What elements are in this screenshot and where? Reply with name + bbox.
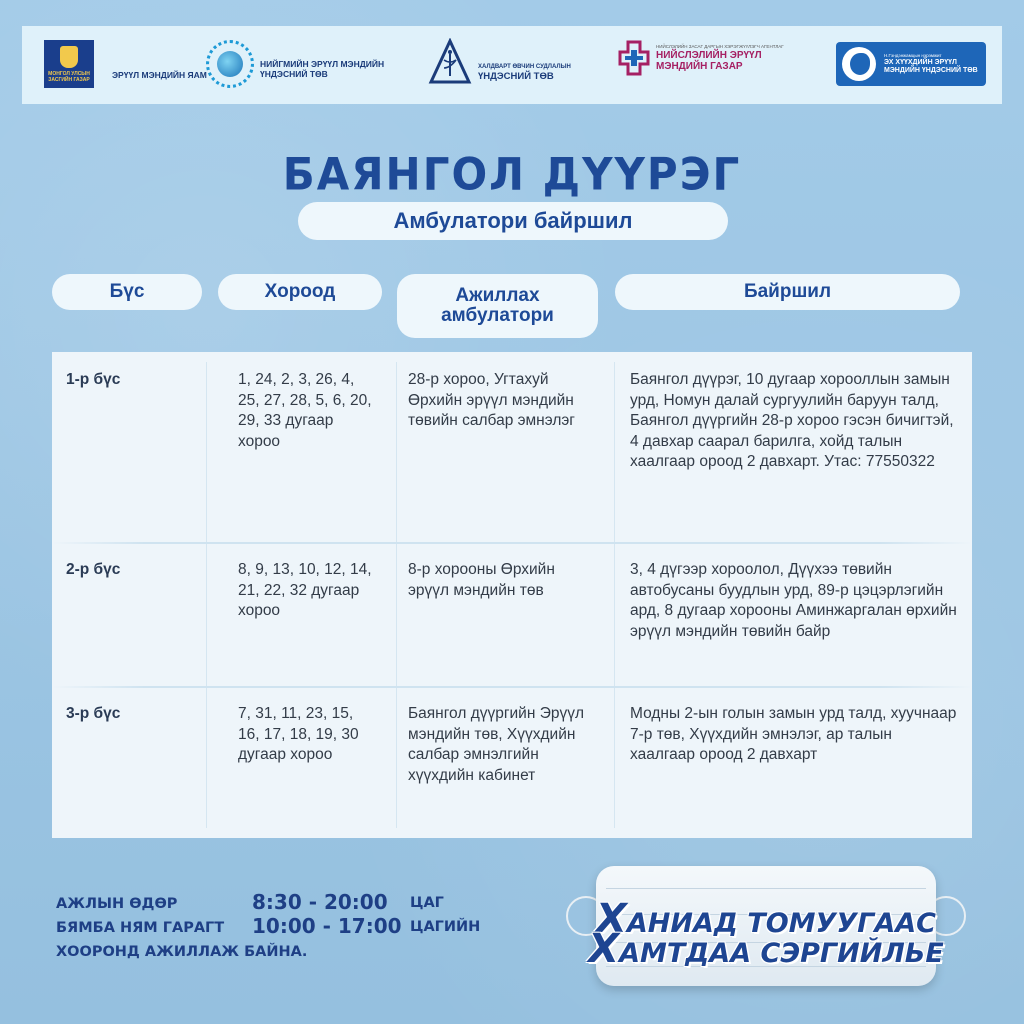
capital-small: НИЙСЛЭЛИЙН ЗАСАГ ДАРГЫН ХЭРЭГЖҮҮЛЭГЧ АГЕНТЛАГ xyxy=(656,44,784,49)
table-row xyxy=(52,542,972,686)
cross-pattern-icon xyxy=(618,40,650,76)
page-subtitle: Амбулатори байршил xyxy=(298,202,728,240)
slogan-line-2: ХАМТДАА СЭРГИЙЛЬЕ xyxy=(588,926,944,972)
location-cell: 3, 4 дүгээр хороолол, Дүүхээ төвийн автобусаны буудлын урд, 89-р цэцэрлэгийн ард, 8 дугаар хорооны Аминжаргалан өрхийн эрүүл мэндийн төвийн байр xyxy=(630,561,957,640)
weekend-unit: ЦАГИЙН xyxy=(410,919,481,935)
page-title: БАЯНГОЛ ДҮҮРЭГ xyxy=(282,148,742,201)
government-emblem-icon xyxy=(44,40,94,88)
khoroo-cell: 8, 9, 13, 10, 12, 14, 21, 22, 32 дугаар хороо xyxy=(238,561,372,619)
weekend-label: БЯМБА НЯМ ГАРАГТ xyxy=(56,920,225,936)
weekday-time: 8:30 - 20:00 xyxy=(252,890,388,914)
column-header-ambulatory: Ажиллах амбулатори xyxy=(397,274,598,338)
maternal-name: ЭХ ХҮҮХДИЙН ЭРҮҮЛ МЭНДИЙН ҮНДЭСНИЙ ТӨВ xyxy=(884,58,978,74)
zone-cell: 2-р бүс xyxy=(66,561,121,578)
ambulatory-cell: 28-р хороо, Угтахуй Өрхийн эрүүл мэндийн төвийн салбар эмнэлэг xyxy=(408,371,575,429)
public-health-logo xyxy=(206,40,410,88)
locations-table xyxy=(52,352,972,838)
column-header-zone: Бүс xyxy=(52,274,202,310)
capital-health-logo xyxy=(618,40,796,76)
column-header-khoroo: Хороод xyxy=(218,274,382,310)
public-health-name: НИЙГМИЙН ЭРҮҮЛ МЭНДИЙН ҮНДЭСНИЙ ТӨВ xyxy=(260,59,385,79)
ambulatory-cell: 8-р хорооны Өрхийн эрүүл мэндийн төв xyxy=(408,561,555,599)
location-cell: Баянгол дүүрэг, 10 дугаар хорооллын замын урд, Номун далай сургуулийн баруун талд, Баянгол дүүргийн 28-р хороо гэсэн бичигтэй, 4 давхар саарал барилга, хойд талын хаалгаар ороод 2 давхарт. Утас: 77550322 xyxy=(630,371,954,470)
ministry-logo xyxy=(44,40,207,88)
khoroo-cell: 1, 24, 2, 3, 26, 4, 25, 27, 28, 5, 6, 20, 29, 33 дугаар хороо xyxy=(238,371,372,450)
infectious-small: ХАЛДВАРТ ӨВЧИН СУДЛАЛЫН xyxy=(478,64,571,70)
working-hours xyxy=(56,890,481,965)
logo-strip xyxy=(22,26,1002,104)
column-header-location: Байршил xyxy=(615,274,960,310)
mother-child-icon xyxy=(842,47,876,81)
infectious-disease-logo xyxy=(428,38,571,86)
weekday-unit: ЦАГ xyxy=(410,895,444,911)
caduceus-triangle-icon xyxy=(428,38,472,86)
hours-closing: ХООРОНД АЖИЛЛАЖ БАЙНА. xyxy=(56,944,308,960)
table-row xyxy=(52,352,972,542)
location-cell: Модны 2-ын голын замын урд талд, хуучнаар 7-р төв, Хүүхдийн эмнэлэг, ар талын хаалгаар ороод 2 давхарт xyxy=(630,705,957,763)
slogan-line-1: ХАНИАД ТОМУУГААС xyxy=(596,896,936,942)
ambulatory-cell: Баянгол дүүргийн Эрүүл мэндийн төв, Хүүхдийн салбар эмнэлгийн хүүхдийн кабинет xyxy=(408,705,584,784)
weekend-time: 10:00 - 17:00 xyxy=(252,914,402,938)
zone-cell: 1-р бүс xyxy=(66,371,121,388)
maternal-small: Н.Гэндэнжамцын нэрэмжит xyxy=(884,52,942,58)
public-health-icon xyxy=(206,40,254,88)
maternal-child-logo xyxy=(836,42,986,86)
khoroo-cell: 7, 31, 11, 23, 15, 16, 17, 18, 19, 30 дугаар хороо xyxy=(238,705,359,763)
face-mask-graphic xyxy=(566,856,966,994)
zone-cell: 3-р бүс xyxy=(66,705,121,722)
table-row xyxy=(52,686,972,838)
capital-name: НИЙСЛЭЛИЙН ЭРҮҮЛ МЭНДИЙН ГАЗАР xyxy=(656,50,762,72)
infectious-name: ҮНДЭСНИЙ ТӨВ xyxy=(478,71,554,82)
ministry-name: ЭРҮҮЛ МЭНДИЙН ЯАМ xyxy=(112,70,207,80)
emblem-text: МОНГОЛ УЛСЫН ЗАСГИЙН ГАЗАР xyxy=(48,70,90,83)
weekday-label: АЖЛЫН ӨДӨР xyxy=(56,896,178,912)
